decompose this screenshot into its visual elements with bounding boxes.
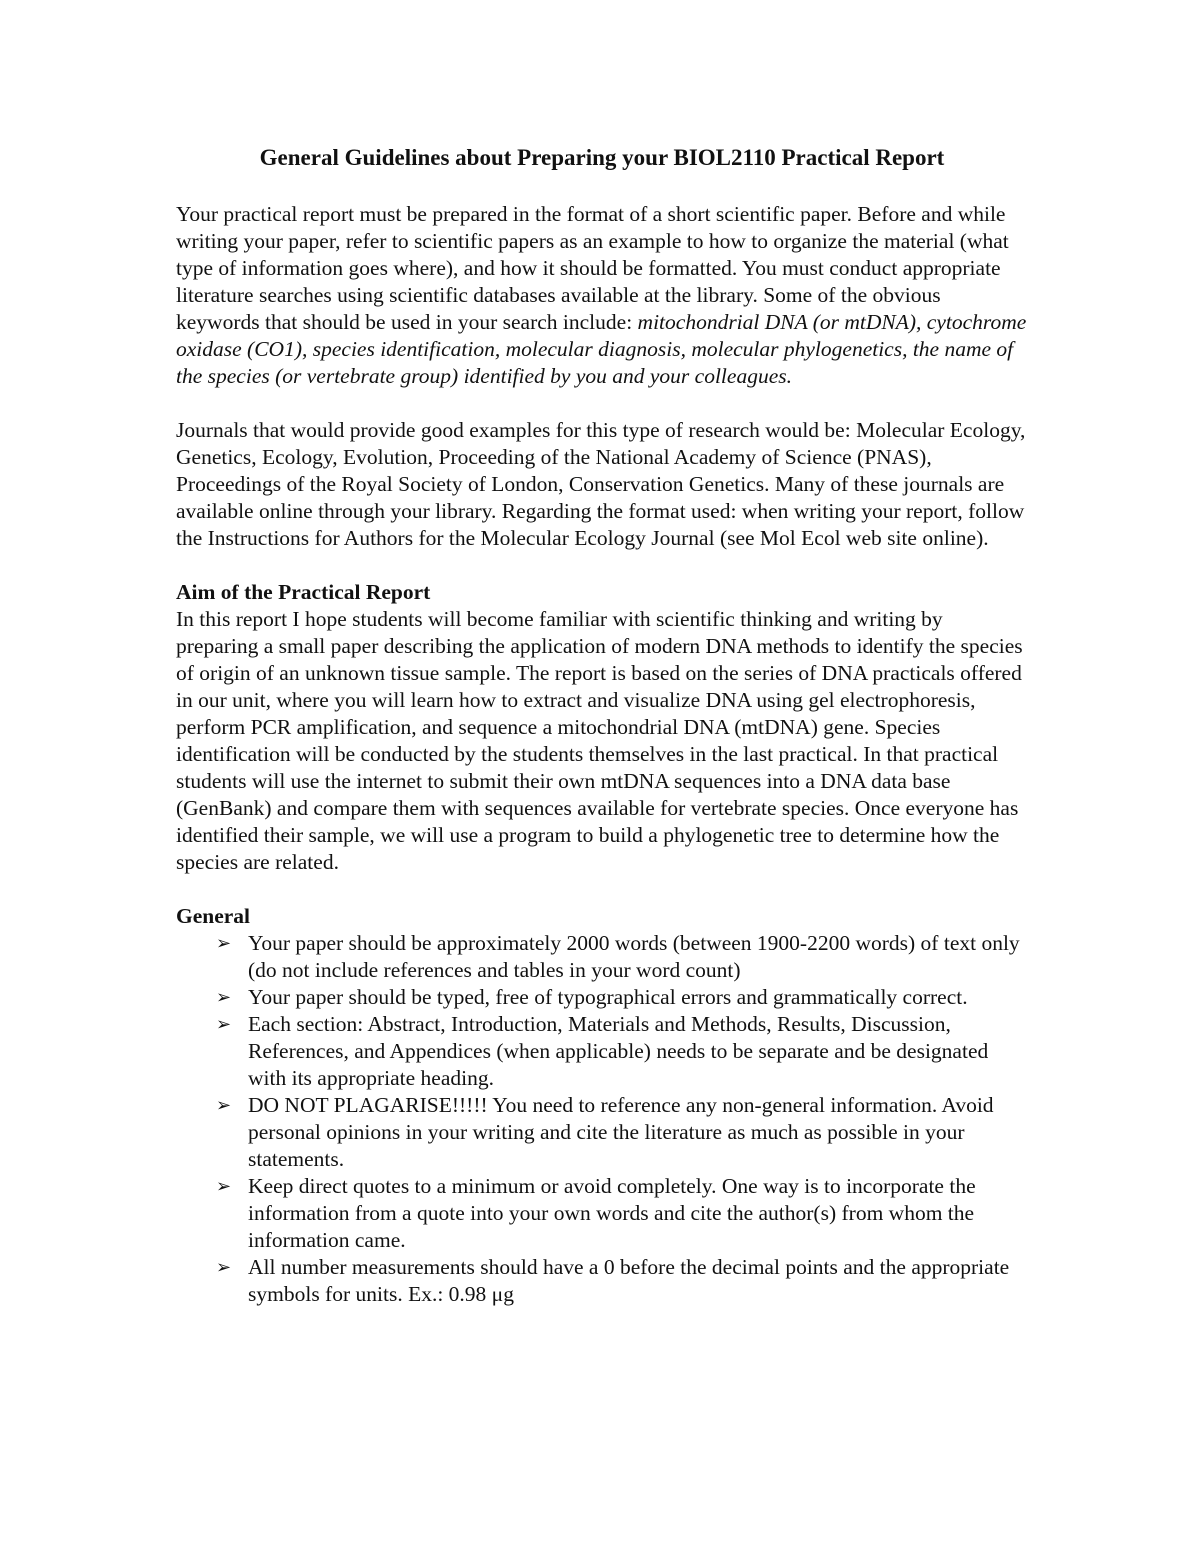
general-bullet-list [176, 930, 1028, 1308]
paragraph-gap [176, 552, 1028, 579]
intro-keywords: mitochondrial DNA (or mtDNA), cytochrome oxidase (CO1), species identification, molecular diagnosis, molecular phylogenetics, the name of the species (or vertebrate group) identified by you and your colleagues. [176, 310, 1027, 388]
arrowhead-bullet-icon: ➢ [216, 987, 232, 1008]
general-heading: General [176, 904, 251, 928]
arrowhead-bullet-icon: ➢ [216, 1095, 232, 1116]
list-item [216, 1254, 1028, 1308]
intro-paragraph [176, 201, 1028, 390]
list-item-text: All number measurements should have a 0 before the decimal points and the appropriate symbols for units. Ex.: 0.98 μg [248, 1255, 1010, 1306]
list-item [216, 930, 1028, 984]
list-item-text: Each section: Abstract, Introduction, Materials and Methods, Results, Discussion, References, and Appendices (when applicable) needs to be separate and be designated with its appropriate heading. [248, 1012, 989, 1090]
list-item-text: Keep direct quotes to a minimum or avoid completely. One way is to incorporate the information from a quote into your own words and cite the author(s) from whom the information came. [248, 1174, 976, 1252]
list-item-text: Your paper should be approximately 2000 words (between 1900-2200 words) of text only (do not include references and tables in your word count) [248, 931, 1020, 982]
arrowhead-bullet-icon: ➢ [216, 1014, 232, 1035]
list-item [216, 984, 1028, 1011]
arrowhead-bullet-icon: ➢ [216, 1176, 232, 1197]
list-item [216, 1011, 1028, 1092]
intro-text: Your practical report must be prepared in the format of a short scientific paper. Before and while writing your paper, refer to scientific papers as an example to how to organize the material (what type of information goes where), and how it should be formatted. You must conduct appropriate literature searches using scientific databases available at the library. Some of the obvious keywords that should be used in your search include: [176, 202, 1009, 334]
document-title: General Guidelines about Preparing your BIOL2110 Practical Report [259, 145, 945, 170]
paragraph-gap [176, 876, 1028, 903]
aim-heading: Aim of the Practical Report [176, 580, 431, 604]
list-item-text: DO NOT PLAGARISE!!!!! You need to reference any non-general information. Avoid personal opinions in your writing and cite the literature as much as possible in your statements. [248, 1093, 994, 1171]
arrowhead-bullet-icon: ➢ [216, 933, 232, 954]
journals-paragraph: Journals that would provide good examples for this type of research would be: Molecular Ecology, Genetics, Ecology, Evolution, Proceeding of the National Academy of Science (PNAS), Proceedings of the Royal Society of London, Conservation Genetics. Many of these journals are available online through your library. Regarding the format used: when writing your report, follow the Instructions for Authors for the Molecular Ecology Journal (see Mol Ecol web site online). [176, 418, 1026, 550]
aim-paragraph: In this report I hope students will become familiar with scientific thinking and writing by preparing a small paper describing the application of modern DNA methods to identify the species of origin of an unknown tissue sample. The report is based on the series of DNA practicals offered in our unit, where you will learn how to extract and visualize DNA using gel electrophoresis, perform PCR amplification, and sequence a mitochondrial DNA (mtDNA) gene. Species identification will be conducted by the students themselves in the last practical. In that practical students will use the internet to submit their own mtDNA sequences into a DNA data base (GenBank) and compare them with sequences available for vertebrate species. Once everyone has identified their sample, we will use a program to build a phylogenetic tree to determine how the species are related. [176, 607, 1023, 874]
document-page [176, 142, 1028, 1308]
list-item [216, 1092, 1028, 1173]
list-item [216, 1173, 1028, 1254]
list-item-text: Your paper should be typed, free of typographical errors and grammatically correct. [248, 985, 968, 1009]
paragraph-gap [176, 390, 1028, 417]
arrowhead-bullet-icon: ➢ [216, 1257, 232, 1278]
